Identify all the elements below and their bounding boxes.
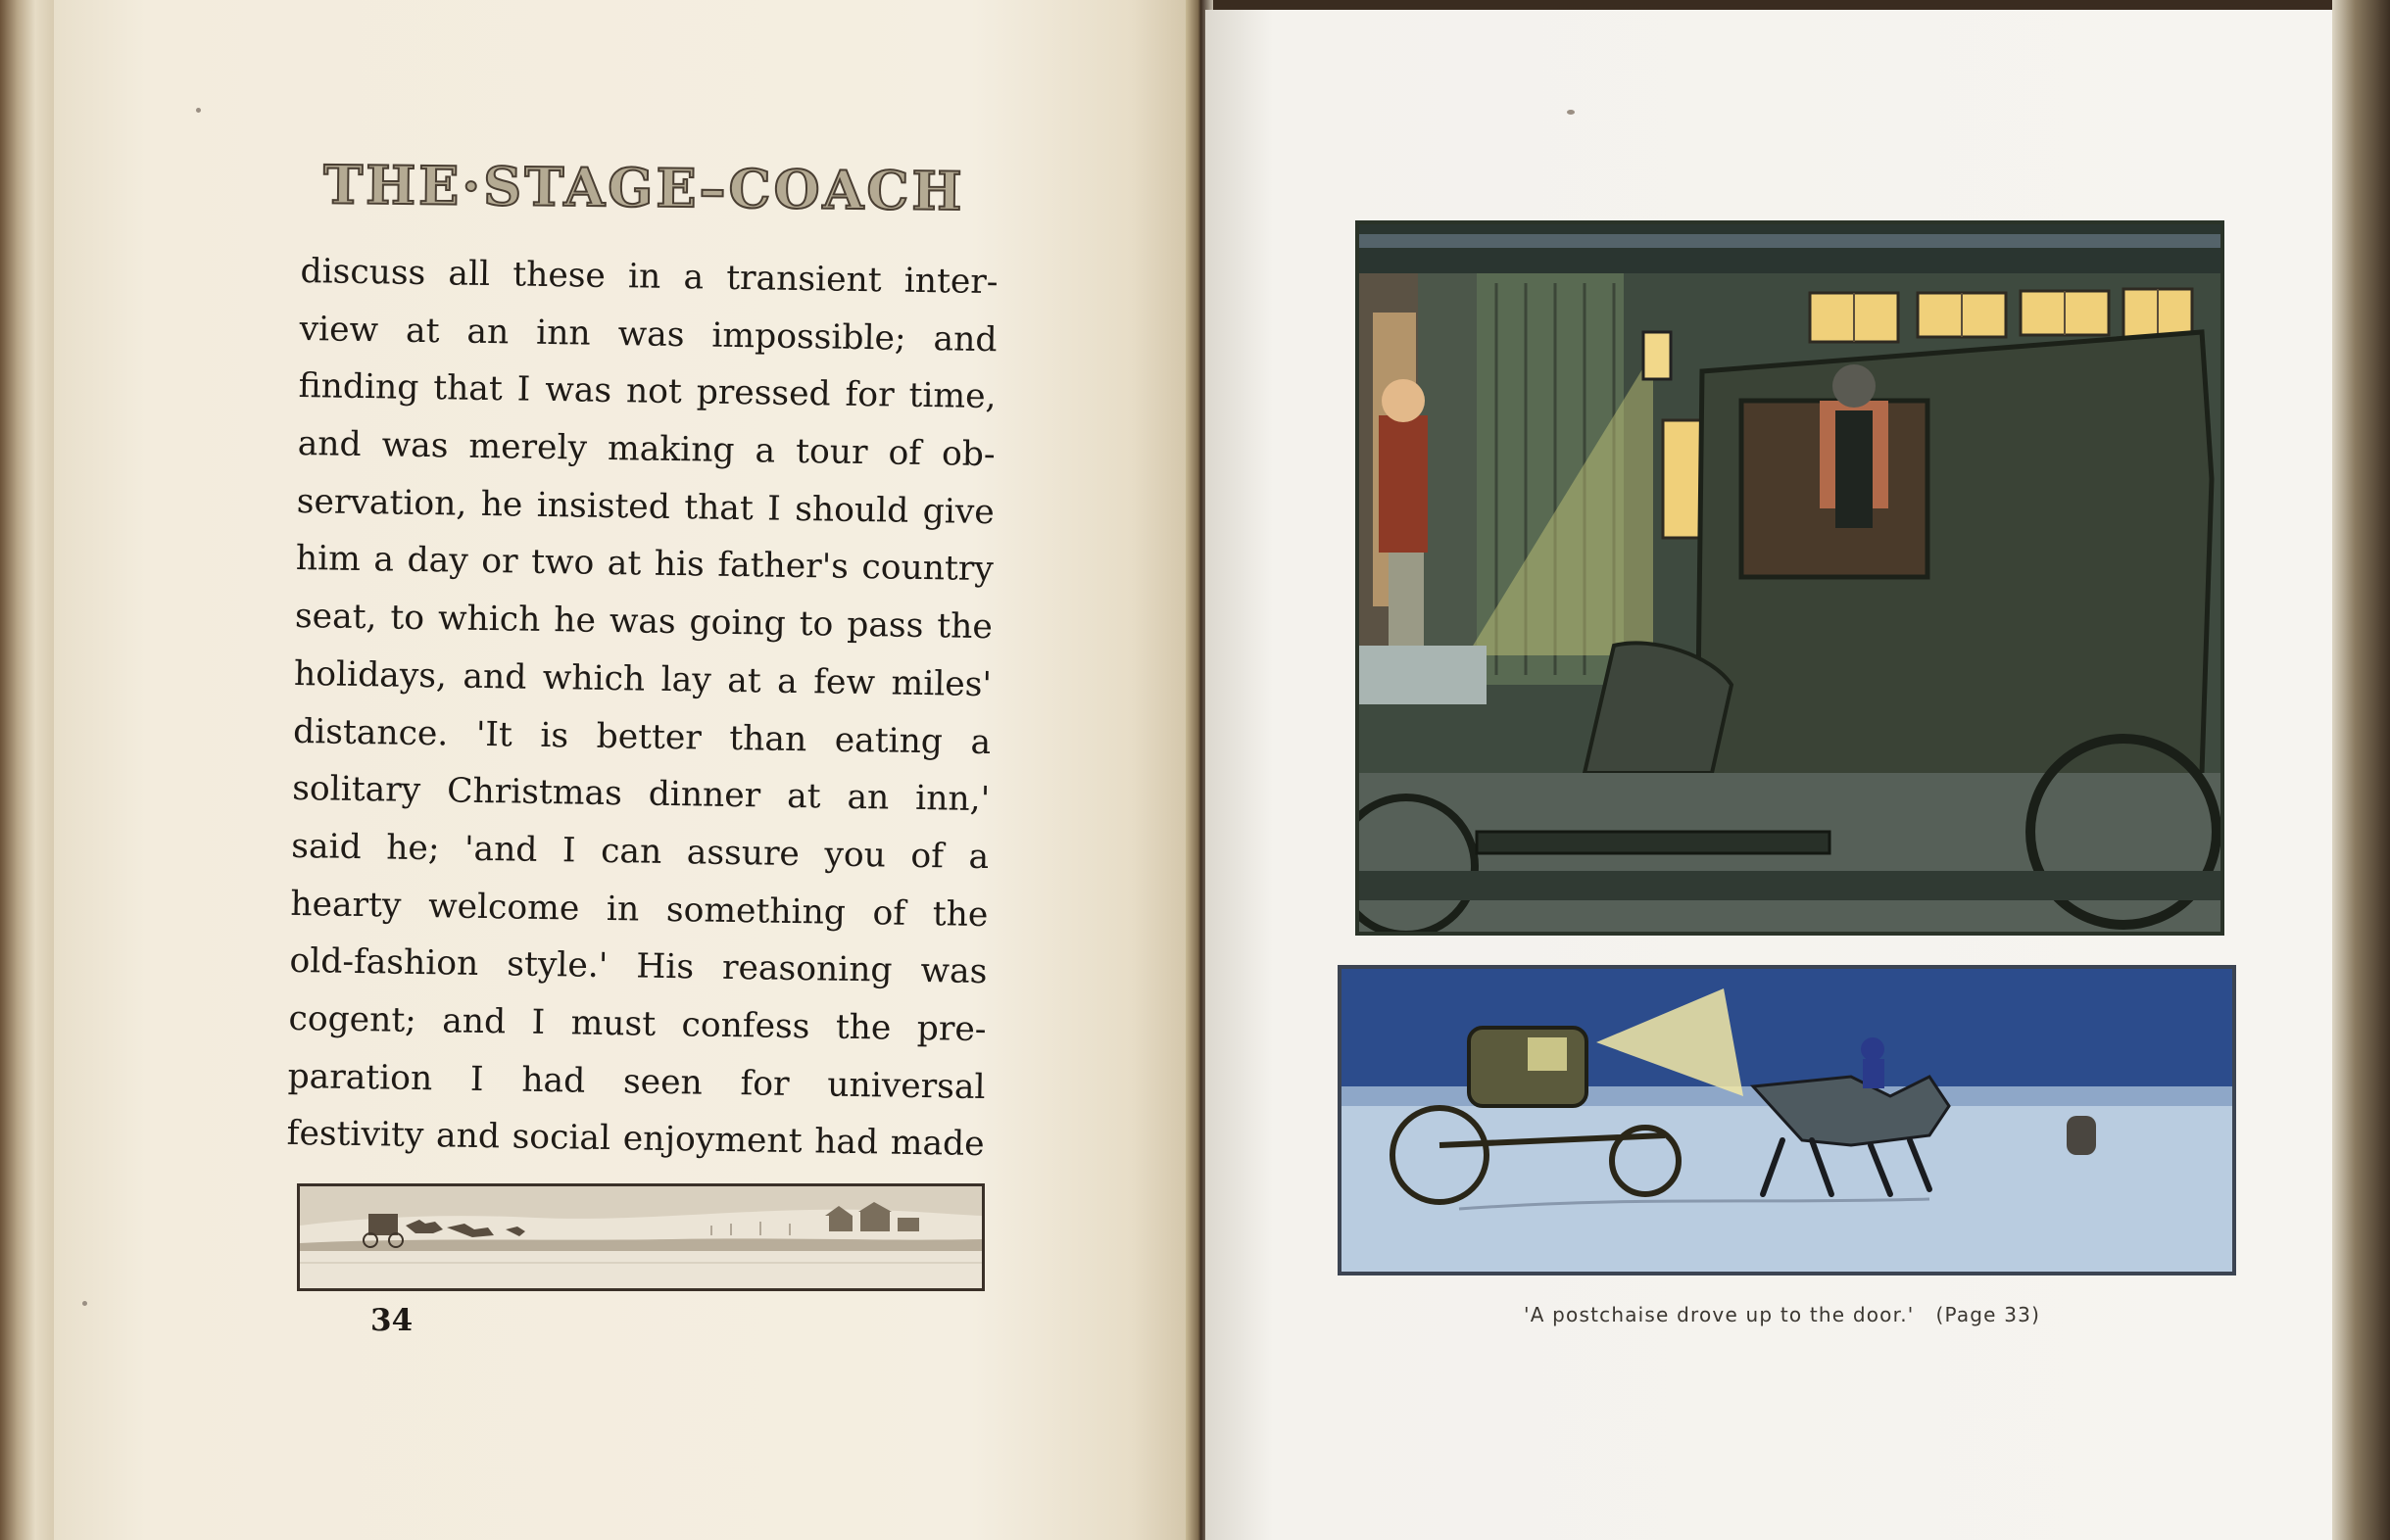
word: servation, (296, 481, 467, 524)
word: that (432, 368, 504, 409)
caption-text: 'A postchaise drove up to the door.' (1524, 1303, 1915, 1326)
word: distance. (292, 711, 449, 753)
word: and (441, 1001, 507, 1042)
postchaise-night-illustration (1338, 965, 2236, 1275)
word: in (627, 257, 661, 297)
word: ob- (941, 434, 996, 475)
word: lay (660, 659, 712, 700)
page-edges-right (2332, 0, 2390, 1540)
word: 'It (475, 714, 513, 754)
word: him (295, 539, 362, 580)
word: made (890, 1123, 985, 1165)
word: must (570, 1003, 657, 1044)
word: His (635, 946, 695, 987)
plate-caption (1524, 1303, 2073, 1332)
word: he (480, 484, 523, 525)
word: the (932, 893, 989, 935)
word: or (480, 542, 518, 582)
word: the (936, 606, 994, 648)
word: for (845, 375, 895, 415)
word: he; (385, 828, 440, 869)
word: a (373, 540, 395, 580)
page-edges-left (0, 0, 59, 1540)
word: all (448, 254, 491, 295)
text-line (300, 243, 999, 312)
word: time, (908, 376, 997, 417)
word: the (835, 1007, 892, 1048)
word: give (922, 491, 996, 532)
word: merely (468, 426, 588, 468)
word: which (542, 657, 646, 699)
word: at (405, 311, 440, 351)
word: a (970, 722, 992, 762)
word: I (516, 369, 531, 410)
word: is (540, 715, 569, 755)
word: 'and (463, 829, 538, 870)
word: old-fashion (289, 941, 479, 985)
word: better (596, 716, 703, 757)
word: tour (795, 432, 868, 473)
word: hearty (290, 884, 402, 926)
word: at (726, 660, 762, 701)
paper-speck (82, 1301, 87, 1306)
word: and (297, 424, 362, 465)
word: in (606, 889, 640, 930)
word: transient (725, 258, 882, 301)
word: and (933, 318, 998, 360)
word: cogent; (288, 998, 417, 1040)
word: confess (681, 1005, 810, 1047)
word: to (799, 604, 834, 645)
word: I (469, 1059, 484, 1099)
word: inn (535, 313, 592, 354)
text-line (296, 473, 995, 542)
word: can (600, 831, 662, 872)
word: making (607, 429, 735, 471)
word: of (910, 836, 945, 877)
word: few (812, 662, 876, 703)
text-line (286, 1105, 985, 1174)
word: paration (287, 1056, 433, 1098)
word: should (794, 489, 909, 531)
word: these (512, 255, 607, 296)
word: of (888, 433, 922, 474)
word: than (729, 718, 807, 759)
body-text (286, 243, 999, 1174)
word: going (689, 602, 787, 644)
inn-courtyard-coach-illustration (1355, 220, 2224, 936)
word: pressed (696, 372, 831, 414)
word: solitary (291, 769, 421, 811)
word: was (609, 602, 676, 643)
word: festivity (286, 1114, 424, 1156)
word: enjoyment (622, 1119, 803, 1162)
word: Christmas (446, 771, 623, 814)
word: eating (834, 720, 944, 761)
word: which (437, 599, 541, 641)
word: at (607, 544, 642, 584)
word: holidays, (293, 653, 448, 697)
word: country (861, 548, 995, 590)
word: inn,' (914, 779, 991, 820)
word: a (755, 431, 776, 471)
word: said (291, 826, 363, 867)
word: father's (717, 546, 850, 588)
page-number: 34 (370, 1303, 414, 1338)
caption-page-reference: (Page 33) (1935, 1303, 2041, 1326)
word: insisted (536, 485, 671, 527)
word: was (381, 425, 449, 466)
word: social (512, 1117, 611, 1159)
word: I (561, 831, 576, 871)
word: he (553, 601, 597, 641)
word: had (521, 1060, 586, 1101)
word: an (466, 312, 510, 353)
word: assure (686, 833, 801, 874)
word: two (530, 543, 595, 584)
word: I (531, 1002, 546, 1042)
word: style.' (506, 944, 609, 987)
word: dinner (648, 774, 761, 816)
word: was (544, 370, 612, 411)
word: universal (827, 1065, 986, 1107)
running-head: THE·STAGE–COACH (322, 153, 965, 223)
word: finding (298, 366, 419, 409)
word: at (786, 777, 821, 817)
word: seen (622, 1061, 704, 1103)
coach-vignette-illustration (297, 1183, 985, 1291)
word: pass (846, 604, 924, 647)
word: pre- (916, 1008, 987, 1050)
paper-speck (1567, 110, 1575, 115)
word: that (683, 487, 755, 529)
word: to (390, 598, 425, 639)
word: his (654, 545, 706, 585)
word: of (872, 892, 906, 934)
word: a (683, 258, 705, 298)
word: impossible; (711, 315, 906, 359)
word: you (824, 835, 887, 876)
word: welcome (427, 886, 580, 929)
word: seat, (294, 597, 377, 638)
word: something (665, 890, 847, 933)
word: a (968, 837, 990, 877)
word: day (407, 541, 469, 582)
word: miles' (891, 663, 993, 704)
word: not (625, 371, 683, 412)
word: view (299, 309, 379, 350)
word: reasoning (721, 948, 893, 990)
word: a (776, 661, 799, 701)
word: was (617, 313, 685, 355)
word: discuss (300, 251, 426, 294)
word: an (847, 778, 890, 818)
paper-speck (196, 108, 201, 113)
word: was (920, 951, 988, 992)
word: I (766, 489, 782, 529)
word: and (435, 1116, 501, 1157)
word: inter- (903, 261, 999, 303)
word: and (463, 656, 527, 698)
word: had (813, 1122, 879, 1163)
word: for (740, 1063, 790, 1104)
